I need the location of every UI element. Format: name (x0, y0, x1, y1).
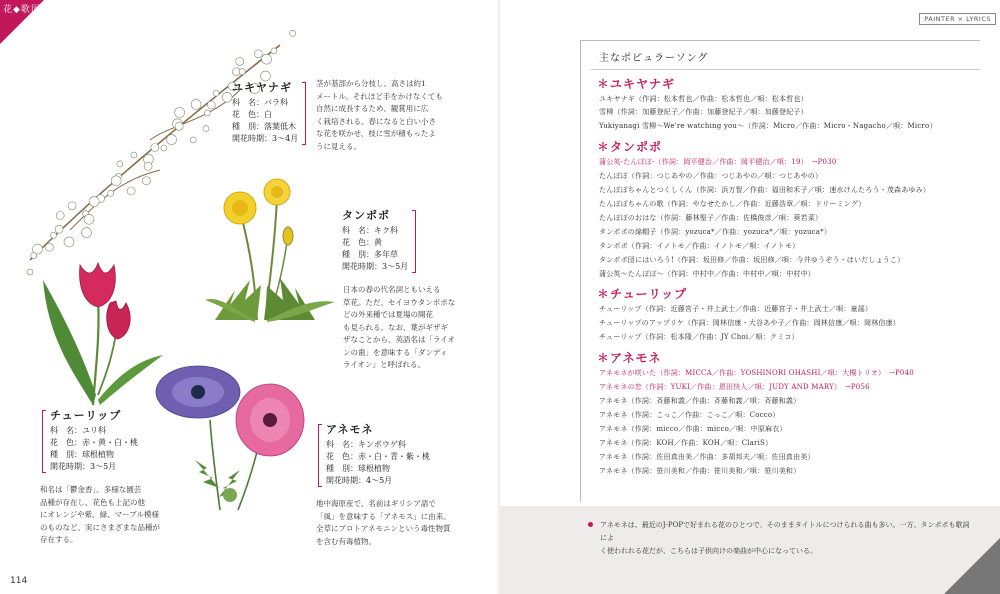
yukiyanagi-blossom (203, 126, 209, 132)
flower-name: ユキヤナギ (232, 81, 292, 94)
song-item: アネモネ（作詞：micco／作曲：micco／唄：中原麻衣） (599, 425, 787, 433)
yukiyanagi-blossom (27, 269, 33, 275)
desc-line: ライオン」と呼ばれる。 (343, 360, 426, 369)
anemone-description (316, 498, 492, 548)
info-bracket (318, 424, 322, 487)
yukiyanagi-blossom (239, 69, 245, 75)
desc-line: を含む有毒植物。 (316, 536, 376, 546)
info-type: 種 別：多年草 (342, 250, 398, 259)
desc-line: 茎が基部から分枝し、高さは約1 (316, 79, 426, 88)
anemone-info (326, 424, 430, 487)
info-family: 科 名：ユリ科 (50, 426, 106, 435)
right-page (500, 0, 1000, 594)
yukiyanagi-blossom (191, 99, 201, 109)
yukiyanagi-blossom (262, 54, 272, 64)
desc-line: 地中海原産で、名前はギリシア語で (316, 499, 436, 508)
painter-lyrics-tag: PAINTER × LYRICS (919, 13, 996, 25)
song-item: 雪柳（作詞：加藤登紀子／作曲：加藤登紀子／唄：加藤登紀子） (599, 108, 808, 116)
song-item: チューリップ（作詞：松本隆／作曲：JY Choi／唄：クミコ） (599, 333, 799, 341)
yukiyanagi-blossom (56, 212, 64, 220)
yukiyanagi-blossom (82, 228, 92, 238)
song-item: アネモネ（作詞：KOH／作曲：KOH／唄：ClariS） (599, 439, 773, 447)
yukiyanagi-blossom (236, 57, 244, 65)
tanpopo-illustration (195, 170, 345, 330)
yukiyanagi-blossom (175, 108, 185, 118)
song-item: アネモネ（作詞：こっこ／作曲：こっこ／唄：Cocco） (599, 411, 780, 419)
yukiyanagi-blossom (89, 197, 99, 207)
desc-line: 「風」を意味する「アネモス」に由来。 (316, 511, 451, 521)
flower-name: チューリップ (50, 409, 122, 422)
song-item-featured: アネモネが咲いた（作詞：MICCA／作曲：YOSHINORI OHASHI／唄：大槻トリオ） →P040 (599, 369, 914, 377)
desc-line: 日本の春の代名詞ともいえる (343, 285, 441, 294)
song-item: たんぽぽちゃんとつくしくん（作詞：浜万智／作曲：福田和禾子／唄：速水けんたろう・茂森あゆみ） (599, 186, 931, 194)
info-color: 花 色：白 (232, 110, 272, 119)
flower-name: タンポポ (342, 209, 390, 222)
info-color: 花 色：黄 (342, 238, 382, 247)
yukiyanagi-blossom (222, 92, 232, 102)
desc-line: 全草にプロトアネモニンという毒性物質 (316, 524, 451, 533)
info-bracket (302, 82, 306, 145)
section-heading-tulip: ✽チューリップ (597, 287, 688, 301)
desc-line: うに見える。 (316, 141, 361, 151)
info-bloom: 開花時期：3〜5月 (342, 262, 409, 271)
yukiyanagi-blossom (261, 71, 271, 81)
yukiyanagi-description (316, 78, 488, 153)
song-item: たんぽぽのおはな（作詞：藤林聖子／作曲：佐橋俊彦／唄：葵若菜） (599, 214, 823, 222)
footer-line: アネモネは、最近のJ-POPで好まれる花のひとつで、そのままタイトルにつけられる曲も多い。一方、タンポポも歌詞によ (600, 521, 970, 542)
song-item: タンポポの綿帽子（作詞：yozuca*／作曲：yozuca*／唄：yozuca*） (599, 228, 832, 236)
info-family: 科 名：キク科 (342, 226, 398, 235)
panel-divider (591, 69, 980, 70)
song-item: たんぽぽ（作詞：つじあやの／作曲：つじあやの／唄：つじあやの） (599, 172, 823, 180)
song-item: チューリップのアップリケ（作詞：岡林信康・大谷あや子／作曲：岡林信康／唄：岡林信康） (599, 319, 900, 327)
song-item: アネモネ（作詞：斉藤和義／作曲：斉藤和義／唄：斉藤和義） (599, 397, 801, 405)
desc-line: 品種が存在し、花色も上記の他 (40, 497, 145, 507)
desc-line: も見られる。なお、葉がギザギ (343, 322, 448, 332)
corner-title: 花◆歌図鑑 (3, 5, 51, 15)
footer-line: く使われれる花だが、こちらは子供向けの楽曲が中心になっている。 (600, 547, 817, 555)
yukiyanagi-blossom (204, 110, 210, 116)
song-item: たんぽぽちゃんの歌（作詞：やなせたかし／作曲：近藤浩章／唄：ドリーミング） (599, 200, 866, 208)
corner-accent-bottom (944, 538, 1000, 594)
yukiyanagi-blossom (161, 145, 167, 151)
section-heading-yukiyanagi: ✽ユキヤナギ (597, 77, 676, 91)
yukiyanagi-blossom (271, 48, 277, 54)
song-item: ユキヤナギ（作詞：松本哲也／作曲：松本哲也／唄：松本哲也） (599, 95, 808, 103)
info-bloom: 開花時期：4〜5月 (326, 476, 393, 485)
popular-songs-panel (580, 40, 980, 502)
info-color: 花 色：赤・白・青・紫・桃 (326, 452, 430, 461)
yukiyanagi-blossom (142, 177, 150, 185)
yukiyanagi-blossom (167, 135, 177, 145)
yukiyanagi-blossom (127, 187, 135, 195)
info-color: 花 色：赤・黄・白・桃 (50, 438, 138, 447)
yukiyanagi-blossom (111, 176, 121, 186)
desc-line: メートル。それほど手をかけなくても (316, 91, 443, 101)
desc-line: どの外来種では夏場の開花 (343, 310, 433, 319)
info-family: 科 名：キンポウゲ科 (326, 440, 406, 449)
tulip-info (50, 410, 138, 473)
yukiyanagi-blossom (51, 232, 57, 238)
panel-title: 主なポピュラーソング (599, 53, 709, 64)
song-item-featured: アネモネの恋（作詞：YUKI／作曲：恩田快人／唄：JUDY AND MARY） →P056 (599, 383, 870, 391)
yukiyanagi-blossom (175, 122, 183, 130)
info-type: 種 別：球根植物 (50, 450, 114, 459)
desc-line: にオレンジや紫、緑、マーブル模様 (40, 510, 159, 519)
yukiyanagi-info (232, 82, 298, 145)
song-item: アネモネ（作詞：笹川美和／作曲：笹川美和／唄：笹川美和） (599, 467, 801, 475)
yukiyanagi-blossom (144, 162, 152, 170)
yukiyanagi-blossom (254, 50, 262, 58)
tanpopo-info (342, 210, 408, 273)
desc-line: 存在する。 (40, 535, 78, 544)
desc-line: な花を咲かせ、枝に雪が積もったよ (316, 129, 436, 138)
yukiyanagi-blossom (290, 30, 296, 36)
section-heading-anemone: ✽アネモネ (597, 351, 662, 365)
info-bracket (412, 210, 416, 273)
yukiyanagi-blossom (45, 243, 53, 251)
info-type: 種 別：球根植物 (326, 464, 390, 473)
info-bracket (42, 410, 46, 473)
yukiyanagi-blossom (117, 161, 123, 167)
desc-line: 自然に成長するため、観賞用に広 (316, 104, 429, 113)
tanpopo-description (343, 284, 493, 372)
song-item: チューリップ（作詞：近藤宮子・井上武士／作曲：近藤宮子・井上武士／唄：童謡） (599, 305, 873, 313)
info-type: 種 別：落葉低木 (232, 122, 296, 131)
song-item-featured: 蒲公英-たんぽぽ-（作詞：岡平健治／作曲：岡平健治／唄：19） →P030 (599, 158, 837, 166)
yukiyanagi-blossom (84, 214, 94, 224)
desc-line: く栽培される。春になると白い小さ (316, 116, 436, 126)
flower-name: アネモネ (326, 423, 374, 436)
desc-line: ザなことから、英語名は「ライオ (343, 335, 456, 344)
song-item: Yukiyanagi 雪柳〜We're watching you〜（作詞：Micro／作曲：Micro・Nagacho／唄：Micro） (599, 122, 937, 130)
desc-line: 草花。ただ、セイヨウタンポポな (343, 297, 456, 307)
desc-line: のものなど、実にさまざまな品種が (40, 522, 160, 532)
song-item: アネモネ（作詞：佐田真由美／作曲：多胡邦夫／唄：佐田真由美） (599, 453, 815, 461)
yukiyanagi-blossom (55, 225, 63, 233)
section-heading-tanpopo: ✽タンポポ (597, 140, 663, 154)
info-bloom: 開花時期：3〜4月 (232, 134, 299, 143)
yukiyanagi-blossom (31, 253, 37, 259)
yukiyanagi-blossom (151, 144, 159, 152)
yukiyanagi-blossom (108, 190, 114, 196)
page-number: 114 (10, 576, 28, 586)
song-item: タンポポ団にはいろう!（作詞：坂田修／作曲：坂田修／唄：今井ゆうぞう・はいだしょうこ） (599, 256, 905, 264)
info-family: 科 名：バラ科 (232, 98, 288, 107)
yukiyanagi-blossom (207, 101, 215, 109)
yukiyanagi-blossom (64, 237, 74, 247)
tulip-description (40, 484, 190, 547)
footer-note (600, 519, 970, 558)
yukiyanagi-blossom (68, 202, 76, 210)
info-bloom: 開花時期：3〜5月 (50, 462, 117, 471)
desc-line: ンの歯」を意味する「ダンディ (343, 347, 448, 357)
desc-line: 和名は「鬱金香」。多様な園芸 (40, 485, 142, 494)
footer-bullet (588, 522, 593, 527)
yukiyanagi-blossom (213, 90, 219, 96)
song-item: 蒲公英〜たんぽぽ〜（作詞：中村中／作曲：中村中／唄：中村中） (599, 270, 815, 278)
yukiyanagi-blossom (190, 137, 196, 143)
song-item: タンポポ（作詞：イノトモ／作曲：イノトモ／唄：イノトモ） (599, 242, 800, 250)
yukiyanagi-blossom (131, 152, 137, 158)
